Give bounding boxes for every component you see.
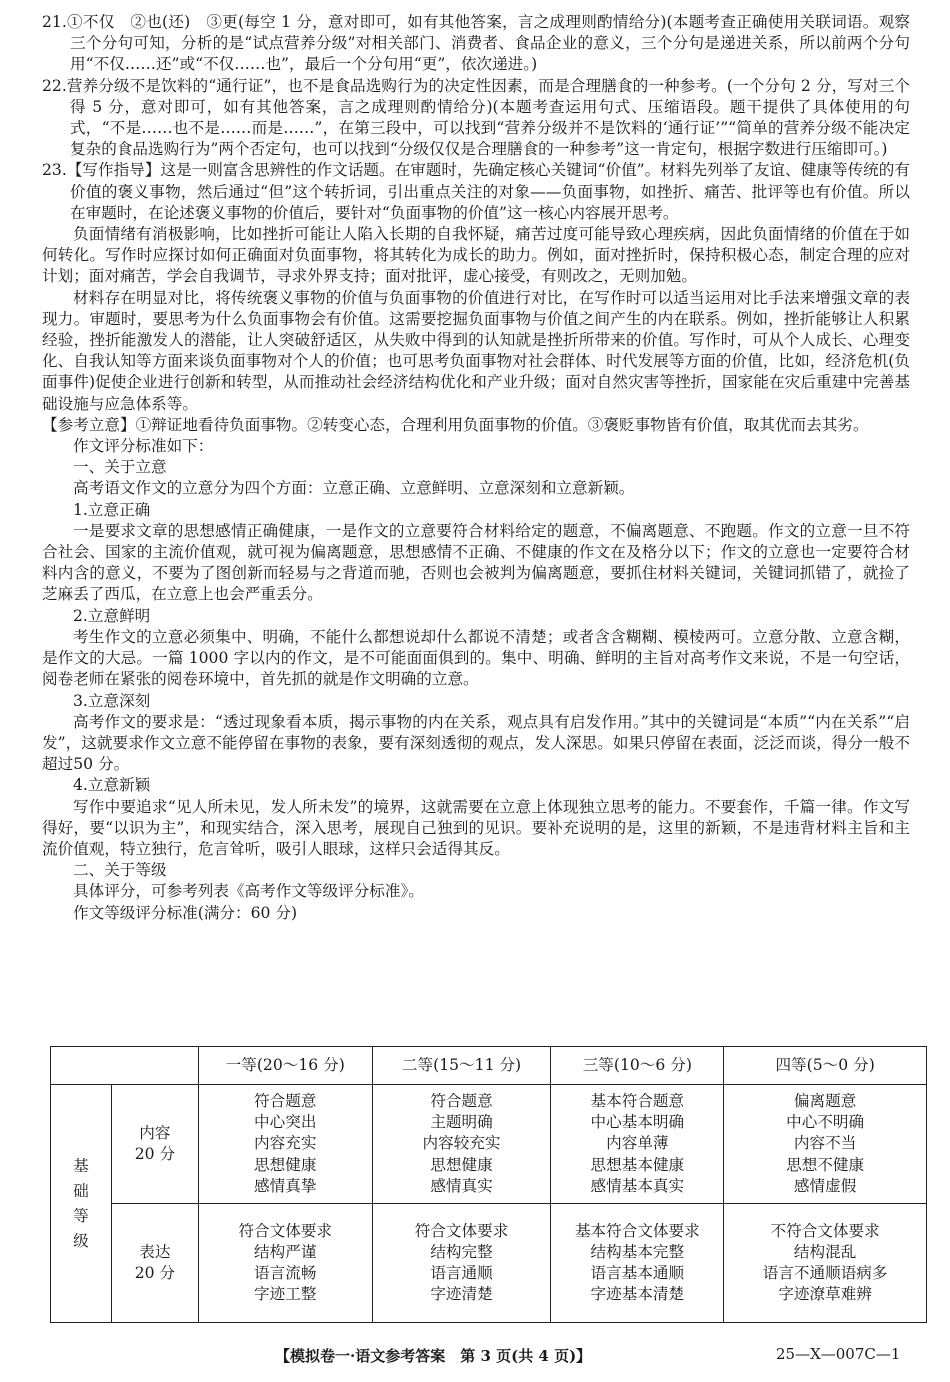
group-char: 础	[73, 1181, 89, 1200]
paragraph: 高考作文的要求是：“透过现象看本质，揭示事物的内在关系，观点具有启发作用。”其中的关键词是“本质”“内在关系”“启发”，这就要求作文立意不能停留在事物的表象，要有深刻透彻的观点，发人深思。如果只停留在表面，泛泛而谈，得分一般不超过50 分。	[42, 712, 910, 774]
page-footer	[0, 1345, 950, 1369]
group-char: 等	[73, 1206, 89, 1225]
cell-line: 基本符合题意	[590, 1091, 685, 1110]
corner-cell	[51, 1047, 199, 1085]
cell-line: 感情虚假	[793, 1176, 857, 1195]
table-cell	[551, 1204, 724, 1323]
paragraph: 22.营养分级不是饮料的“通行证”，也不是食品选购行为的决定性因素，而是合理膳食的一种参考。(一个分句 2 分，写对三个得 5 分，意对即可，如有其他答案，言之成理则酌情给分)(本题考查运用句式、压缩语段。题干提供了具体使用的句式，“不是……也不是……而是……”，在第三段中，可以找到“营养分级并不是饮料的‘通行证’”“简单的营养分级不能决定复杂的食品选购行为”两个否定句，也可以找到“分级仅仅是合理膳食的一种参考”这一肯定句，根据字数进行压缩即可。)	[42, 76, 910, 159]
table-cell	[551, 1085, 724, 1204]
paragraph: 【参考立意】①辩证地看待负面事物。②转变心态，合理利用负面事物的价值。③褒贬事物皆有价值，取其优而去其劣。	[42, 415, 869, 434]
table-header-row	[51, 1047, 927, 1085]
footer-code: 25—X—007C—1	[776, 1345, 901, 1363]
row-label-text: 表达	[139, 1242, 171, 1261]
table-cell	[372, 1204, 551, 1323]
answer-text	[42, 12, 910, 924]
table-cell	[198, 1204, 372, 1323]
cell-line: 感情真实	[430, 1176, 493, 1195]
cell-line: 不符合文体要求	[770, 1221, 880, 1240]
cell-line: 结构基本完整	[590, 1242, 685, 1261]
paragraph: 一是要求文章的思想感情正确健康，一是作文的立意要符合材料给定的题意，不偏离题意、不跑题。作文的立意一旦不符合社会、国家的主流价值观，就可视为偏离题意，思想感情不正确、不健康的作文在及格分以下；作文的立意也一定要符合材料内含的意义，不要为了图创新而轻易与之背道而驰，否则也会被判为偏离题意，要抓住材料关键词，关键词抓错了，就捡了芝麻丢了西瓜，在立意上也会严重丢分。	[42, 521, 910, 604]
paragraph: 考生作文的立意必须集中、明确，不能什么都想说却什么都说不清楚；或者含含糊糊、模棱两可。立意分散、立意含糊，是作文的大忌。一篇 1000 字以内的作文，是不可能面面俱到的。集中、明确、鲜明的主旨对高考作文来说，不是一句空话，阅卷老师在紧张的阅卷环境中，首先抓的就是作文明确的立意。	[42, 627, 910, 689]
cell-line: 感情真挚	[254, 1176, 317, 1195]
subheading: 4.立意新颖	[73, 776, 151, 795]
subheading: 1.立意正确	[73, 500, 151, 519]
section-heading: 二、关于等级	[73, 861, 167, 880]
group-char: 级	[73, 1231, 89, 1250]
cell-line: 感情基本真实	[590, 1176, 685, 1195]
cell-line: 主题明确	[430, 1113, 493, 1132]
cell-line: 结构严谨	[254, 1242, 317, 1261]
section-heading: 一、关于立意	[73, 458, 167, 477]
cell-line: 基本符合文体要求	[574, 1221, 700, 1240]
header-cell: 一等(20～16 分)	[198, 1047, 372, 1085]
cell-line: 中心突出	[254, 1113, 317, 1132]
paragraph: 高考语文作文的立意分为四个方面：立意正确、立意鲜明、立意深刻和立意新颖。	[73, 479, 635, 498]
cell-line: 符合题意	[254, 1091, 317, 1110]
paragraph: 23.【写作指导】这是一则富含思辨性的作文话题。在审题时，先确定核心关键词“价值”。材料先列举了友谊、健康等传统的有价值的褒义事物，然后通过“但”这个转折词，引出重点关注的对象——负面事物，如挫折、痛苦、批评等也有价值。所以在审题时，在论述褒义事物的价值后，要针对“负面事物的价值”这一核心内容展开思考。	[42, 161, 910, 222]
paragraph: 具体评分，可参考列表《高考作文等级评分标准》。	[73, 882, 424, 901]
grading-table	[50, 1046, 927, 1323]
subheading: 2.立意鲜明	[73, 606, 151, 625]
cell-line: 中心基本明确	[590, 1113, 685, 1132]
paragraph: 材料存在明显对比，将传统褒义事物的价值与负面事物的价值进行对比，在写作时可以适当运用对比手法来增强文章的表现力。审题时，要思考为什么负面事物会有价值。这需要挖掘负面事物与价值之间产生的内在联系。例如，挫折能够让人积累经验，挫折能激发人的潜能，让人突破舒适区，从失败中得到的认知就是挫折所带来的价值。写作时，可从个人成长、心理变化、自我认知等方面来谈负面事物对个人的价值；也可思考负面事物对社会群体、时代发展等方面的价值，比如，经济危机(负面事件)促使企业进行创新和转型，从而推动社会经济结构优化和产业升级；面对自然灾害等挫折，国家能在灾后重建中完善基础设施与应急体系等。	[42, 288, 910, 413]
subheading: 3.立意深刻	[73, 691, 151, 710]
header-cell: 三等(10～6 分)	[551, 1047, 724, 1085]
cell-line: 符合文体要求	[238, 1221, 333, 1240]
table-cell	[724, 1204, 927, 1323]
cell-line: 偏离题意	[793, 1091, 857, 1110]
row-label-text: 内容	[139, 1123, 171, 1142]
cell-line: 思想健康	[254, 1155, 317, 1174]
header-cell: 四等(5～0 分)	[724, 1047, 927, 1085]
group-label	[51, 1085, 112, 1323]
paragraph: 作文评分标准如下：	[73, 437, 214, 456]
header-cell: 二等(15～11 分)	[372, 1047, 551, 1085]
paragraph: 21.①不仅 ②也(还) ③更(每空 1 分，意对即可，如有其他答案，言之成理则酌情给分)(本题考查正确使用关联词语。观察三个分句可知，分析的是“试点营养分级”对相关部门、消费者、食品企业的意义，三个分句是递进关系，所以前两个分句用“不仅……还”或“不仅……也”，最后一个分句用“更”，依次递进。)	[42, 13, 910, 74]
table-row	[51, 1085, 927, 1204]
cell-line: 内容不当	[793, 1134, 857, 1153]
table-caption: 作文等级评分标准(满分：60 分)	[73, 903, 298, 922]
cell-line: 思想基本健康	[590, 1155, 685, 1174]
cell-line: 符合题意	[430, 1091, 493, 1110]
cell-line: 内容充实	[254, 1134, 317, 1153]
cell-line: 字迹基本清楚	[590, 1285, 685, 1304]
row-label	[111, 1204, 198, 1323]
row-label-score: 20 分	[134, 1145, 176, 1163]
paragraph: 写作中要追求“见人所未见，发人所未发”的境界，这就需要在立意上体现独立思考的能力。不要套作，千篇一律。作文写得好，要“以识为主”，和现实结合，深入思考，展现自己独到的见识。要补充说明的是，这里的新颖，不是违背材料主旨和主流价值观，特立独行，危言耸听，吸引人眼球，这样只会适得其反。	[42, 797, 910, 858]
group-char: 基	[73, 1156, 89, 1175]
row-label-score: 20 分	[134, 1264, 176, 1282]
cell-line: 语言流畅	[254, 1264, 317, 1282]
cell-line: 思想健康	[430, 1155, 493, 1174]
cell-line: 内容单薄	[606, 1134, 669, 1153]
cell-line: 字迹潦草难辨	[778, 1285, 872, 1304]
table-cell	[372, 1085, 551, 1204]
cell-line: 思想不健康	[786, 1155, 865, 1174]
cell-line: 内容较充实	[422, 1134, 501, 1153]
table-cell	[198, 1085, 372, 1204]
cell-line: 符合文体要求	[414, 1221, 509, 1240]
cell-line: 语言基本通顺	[590, 1264, 685, 1282]
table-cell	[724, 1085, 927, 1204]
cell-line: 字迹工整	[254, 1285, 317, 1304]
cell-line: 语言不通顺语病多	[762, 1264, 888, 1282]
table-row	[51, 1204, 927, 1323]
cell-line: 中心不明确	[786, 1113, 865, 1132]
paragraph: 负面情绪有消极影响，比如挫折可能让人陷入长期的自我怀疑，痛苦过度可能导致心理疾病，因此负面情绪的价值在于如何转化。写作时应探讨如何正确面对负面事物，将其转化为成长的助力。例如，面对挫折时，保持积极心态，制定合理的应对计划；面对痛苦，学会自我调节，寻求外界支持；面对批评，虚心接受，有则改之，无则加勉。	[42, 225, 910, 286]
cell-line: 语言通顺	[430, 1264, 493, 1282]
cell-line: 结构混乱	[793, 1242, 857, 1261]
cell-line: 结构完整	[430, 1242, 493, 1261]
row-label	[111, 1085, 198, 1204]
footer-title: 【模拟卷一·语文参考答案 第 3 页(共 4 页)】	[275, 1347, 592, 1365]
cell-line: 字迹清楚	[430, 1285, 493, 1304]
